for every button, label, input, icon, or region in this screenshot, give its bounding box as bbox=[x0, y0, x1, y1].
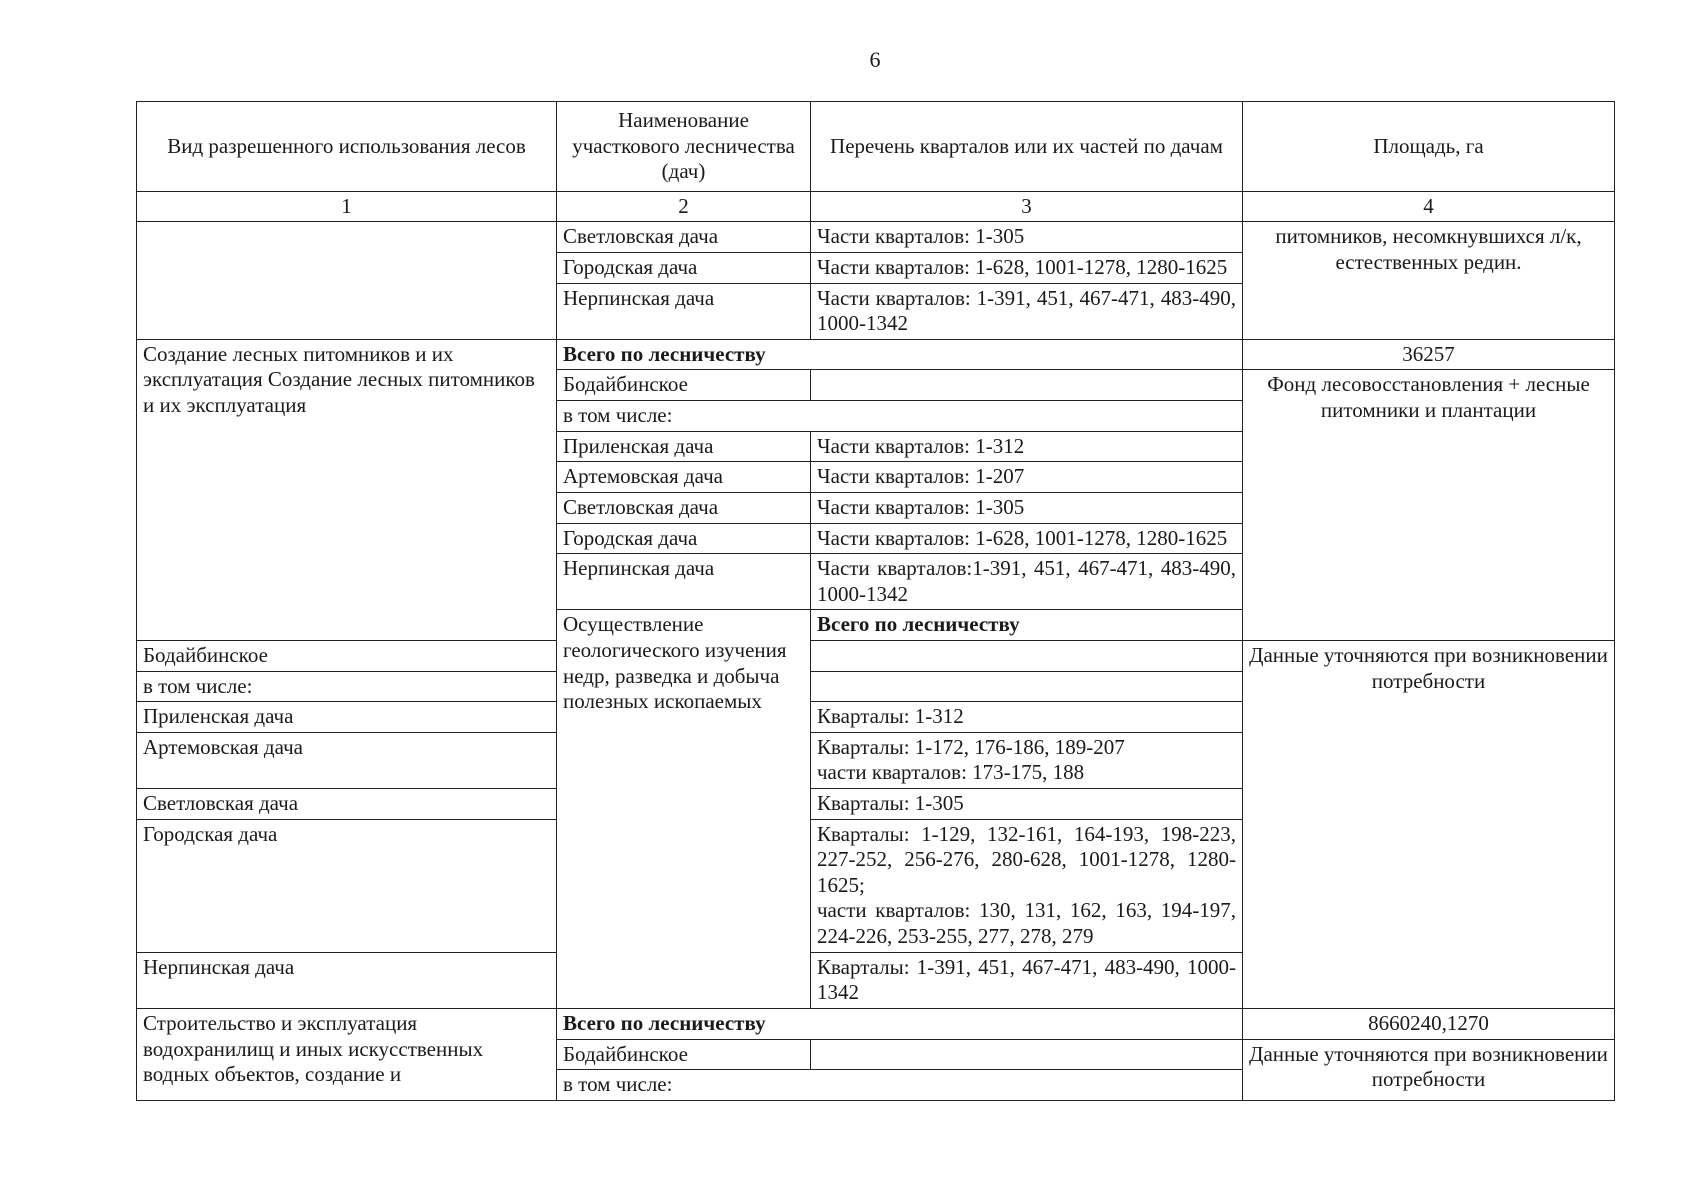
dacha-name: Артемовская дача bbox=[137, 732, 557, 788]
activity-cell: Осуществление геологического изучения недр, разведка и добыча полезных ископаемых bbox=[557, 610, 811, 1009]
total-area: 36257 bbox=[1243, 339, 1615, 370]
forestry-name: Бодайбинское bbox=[557, 370, 811, 401]
dacha-name: Светловская дача bbox=[137, 789, 557, 820]
total-label: Всего по лесничеству bbox=[811, 610, 1615, 641]
area-note: Фонд лесовосстановления + лесные питомники и плантации bbox=[1243, 370, 1615, 640]
total-label: Всего по лесничеству bbox=[557, 339, 1243, 370]
header-quarters: Перечень кварталов или их частей по дачам bbox=[811, 102, 1243, 192]
activity-cell bbox=[137, 222, 557, 339]
dacha-name: Городская дача bbox=[557, 523, 811, 554]
quarters-parts-line: части кварталов: 130, 131, 162, 163, 194-197, 224-226, 253-255, 277, 278, 279 bbox=[817, 898, 1236, 949]
quarters-list: Части кварталов: 1-305 bbox=[811, 492, 1243, 523]
quarters-list: Части кварталов: 1-628, 1001-1278, 1280-1625 bbox=[811, 523, 1243, 554]
quarters-parts-line: части кварталов: 173-175, 188 bbox=[817, 760, 1085, 785]
header-forestry: Наименование участкового лесничества (дач) bbox=[557, 102, 811, 192]
total-area: 8660240,1270 bbox=[1243, 1008, 1615, 1039]
quarters-list: Части кварталов: 1-305 bbox=[811, 222, 1243, 253]
column-number: 2 bbox=[557, 191, 811, 222]
forestry-name: Бодайбинское bbox=[557, 1039, 811, 1070]
table-row bbox=[137, 640, 1615, 671]
table-row bbox=[137, 1008, 1615, 1039]
quarters-list bbox=[811, 1039, 1243, 1070]
land-use-table bbox=[136, 101, 1615, 1101]
quarters-line: Кварталы: 1-172, 176-186, 189-207 bbox=[817, 734, 1125, 759]
header-area: Площадь, га bbox=[1243, 102, 1615, 192]
table-header-row bbox=[137, 102, 1615, 192]
quarters-list: Кварталы: 1-305 bbox=[811, 789, 1243, 820]
column-number: 4 bbox=[1243, 191, 1615, 222]
including-label: в том числе: bbox=[137, 671, 811, 702]
activity-cell: Создание лесных питомников и их эксплуатация Создание лесных питомников и их эксплуатация bbox=[137, 339, 557, 640]
page-number: 6 bbox=[869, 47, 881, 72]
quarters-list: Части кварталов:1-391, 451, 467-471, 483-490, 1000-1342 bbox=[811, 554, 1243, 610]
dacha-name: Городская дача bbox=[137, 819, 557, 952]
dacha-name: Нерпинская дача bbox=[557, 554, 811, 610]
table-row bbox=[137, 222, 1615, 253]
dacha-name: Светловская дача bbox=[557, 222, 811, 253]
quarters-list: Кварталы: 1-312 bbox=[811, 702, 1243, 733]
activity-cell: Строительство и эксплуатация водохранилищ и иных искусственных водных объектов, создание и bbox=[137, 1008, 557, 1100]
quarters-list bbox=[811, 819, 1243, 952]
dacha-name: Артемовская дача bbox=[557, 462, 811, 493]
area-note: Данные уточняются при возникновении потребности bbox=[1243, 1039, 1615, 1100]
column-number-row bbox=[137, 191, 1615, 222]
quarters-list bbox=[811, 370, 1243, 401]
dacha-name: Городская дача bbox=[557, 253, 811, 284]
dacha-name: Нерпинская дача bbox=[557, 283, 811, 339]
area-note: Данные уточняются при возникновении потребности bbox=[1243, 640, 1615, 1008]
header-activity: Вид разрешенного использования лесов bbox=[137, 102, 557, 192]
total-label: Всего по лесничеству bbox=[557, 1008, 1243, 1039]
quarters-list: Части кварталов: 1-312 bbox=[811, 431, 1243, 462]
dacha-name: Приленская дача bbox=[557, 431, 811, 462]
quarters-line: Кварталы: 1-129, 132-161, 164-193, 198-223, 227-252, 256-276, 280-628, 1001-1278, 1280-1625; bbox=[817, 821, 1236, 897]
quarters-list bbox=[811, 640, 1243, 671]
including-label: в том числе: bbox=[557, 1070, 1243, 1101]
quarters-list bbox=[811, 732, 1243, 788]
dacha-name: Нерпинская дача bbox=[137, 952, 557, 1008]
quarters-list: Части кварталов: 1-391, 451, 467-471, 483-490, 1000-1342 bbox=[811, 283, 1243, 339]
column-number: 3 bbox=[811, 191, 1243, 222]
including-label: в том числе: bbox=[557, 401, 1243, 432]
forestry-name: Бодайбинское bbox=[137, 640, 557, 671]
column-number: 1 bbox=[137, 191, 557, 222]
table-row bbox=[137, 339, 1615, 370]
quarters-list: Части кварталов: 1-207 bbox=[811, 462, 1243, 493]
dacha-name: Приленская дача bbox=[137, 702, 557, 733]
area-note: питомников, несомкнувшихся л/к, естественных редин. bbox=[1243, 222, 1615, 339]
quarters-list: Кварталы: 1-391, 451, 467-471, 483-490, 1000-1342 bbox=[811, 952, 1243, 1008]
quarters-list: Части кварталов: 1-628, 1001-1278, 1280-1625 bbox=[811, 253, 1243, 284]
dacha-name: Светловская дача bbox=[557, 492, 811, 523]
